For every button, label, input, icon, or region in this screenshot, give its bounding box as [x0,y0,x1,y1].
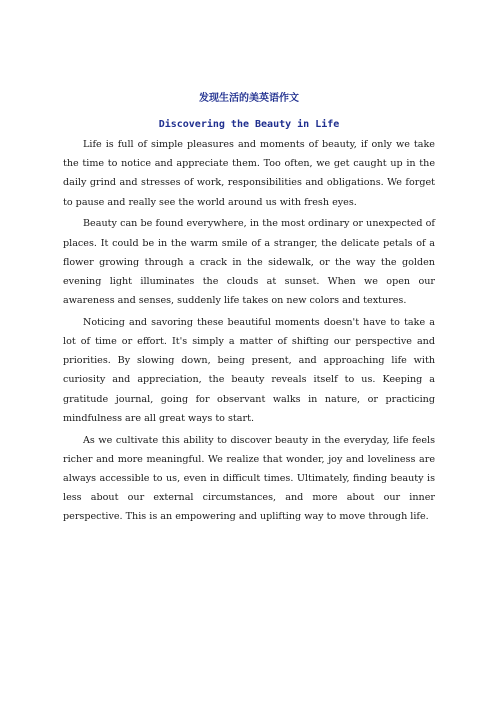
paragraph-2: Beauty can be found everywhere, in the most ordinary or unexpected of places. It could be in the warm smile of a stranger, the delicate petals of a flower growing through a crack in the sidewalk, or the way the golden evening light illuminates the clouds at sunset. When we open our awareness and senses, suddenly life takes on new colors and textures. [63,218,435,307]
document-title-chinese: 发现生活的美英语作文 [199,93,299,104]
document-title-english: Discovering the Beauty in Life [158,119,340,130]
paragraph-1: Life is full of simple pleasures and moments of beauty, if only we take the time to notice and appreciate them. Too often, we get caught up in the daily grind and stresses of work, responsibilities and obligations. We forget to pause and really see the world around us with fresh eyes. [63,139,435,208]
paragraph-3: Noticing and savoring these beautiful moments doesn't have to take a lot of time or effort. It's simply a matter of shifting our perspective and priorities. By slowing down, being present, and approaching life with curiosity and appreciation, the beauty reveals itself to us. Keeping a gratitude journal, going for observant walks in nature, or practicing mindfulness are all great ways to start. [63,316,435,424]
paragraph-4: As we cultivate this ability to discover beauty in the everyday, life feels richer and more meaningful. We realize that wonder, joy and loveliness are always accessible to us, even in difficult times. Ultimately, finding beauty is less about our external circumstances, and more about our inner perspective. This is an empowering and uplifting way to move through life. [63,434,435,523]
document-content [63,92,435,529]
